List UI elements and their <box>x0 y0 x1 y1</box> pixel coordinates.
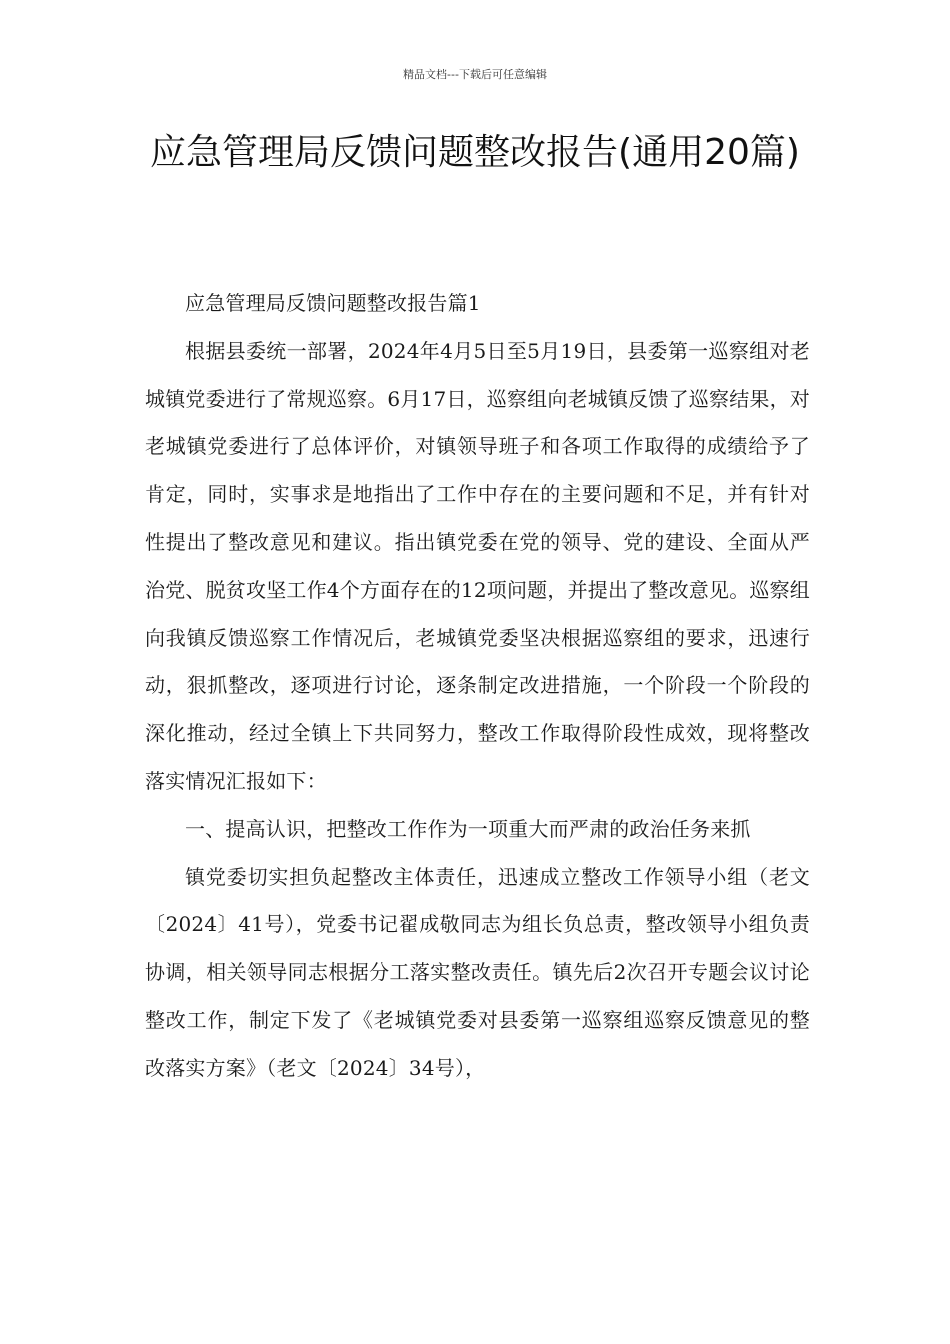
section-heading: 应急管理局反馈问题整改报告篇1 <box>185 291 481 315</box>
document-body <box>145 280 810 1093</box>
body-paragraph: 镇党委切实担负起整改主体责任，迅速成立整改工作领导小组（老文〔2024〕41号），党委书记翟成敬同志为组长负总责，整改领导小组负责协调，相关领导同志根据分工落实整改责任。镇先后2次召开专题会议讨论整改工作，制定下发了《老城镇党委对县委第一巡察组巡察反馈意见的整改落实方案》（老文〔2024〕34号）， <box>145 864 810 1080</box>
body-paragraph: 一、提高认识，把整改工作作为一项重大而严肃的政治任务来抓 <box>185 816 751 841</box>
body-paragraph: 根据县委统一部署，2024年4月5日至5月19日，县委第一巡察组对老城镇党委进行了常规巡察。6月17日，巡察组向老城镇反馈了巡察结果，对老城镇党委进行了总体评价，对镇领导班子和各项工作取得的成绩给予了肯定，同时，实事求是地指出了工作中存在的主要问题和不足，并有针对性提出了整改意见和建议。指出镇党委在党的领导、党的建设、全面从严治党、脱贫攻坚工作4个方面存在的12项问题，并提出了整改意见。巡察组向我镇反馈巡察工作情况后，老城镇党委坚决根据巡察组的要求，迅速行动，狠抓整改，逐项进行讨论，逐条制定改进措施，一个阶段一个阶段的深化推动，经过全镇上下共同努力，整改工作取得阶段性成效，现将整改落实情况汇报如下： <box>145 338 810 793</box>
document-title: 应急管理局反馈问题整改报告(通用20篇) <box>150 132 800 173</box>
header-note: 精品文档---下载后可任意编辑 <box>403 68 547 81</box>
